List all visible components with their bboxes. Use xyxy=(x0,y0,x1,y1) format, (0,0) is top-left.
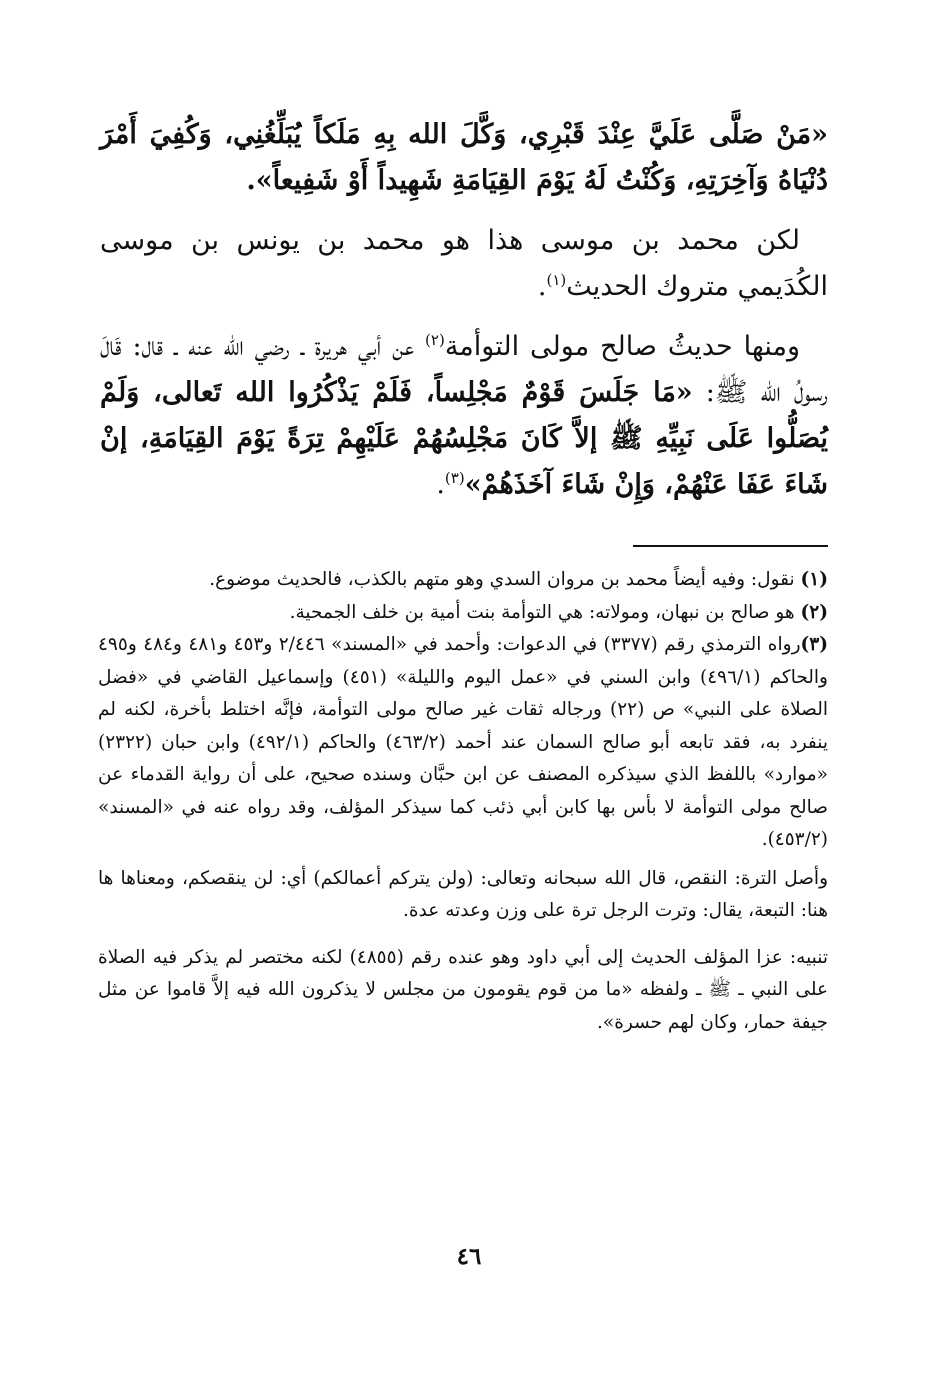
paragraph-3-intro: ومنها حديثُ صالح مولى التوأمة xyxy=(444,331,800,362)
footnote-2 xyxy=(98,597,828,630)
paragraph-2 xyxy=(100,218,828,310)
footnote-2-text: هو صالح بن نبهان، ومولاته: هي التوأمة بنت أمية بن خلف الجمحية. xyxy=(289,601,801,623)
footnote-1-text: نقول: وفيه أيضاً محمد بن مروان السدي وهو متهم بالكذب، فالحديث موضوع. xyxy=(209,569,801,590)
paragraph-3 xyxy=(100,324,828,508)
footnote-3-tirah-note: وأصل الترة: النقص، قال الله سبحانه وتعالى: (ولن يتركم أعمالكم) أي: لن ينقصكم، ومعناها ها هنا: التبعة، يقال: وترت الرجل ترة على وزن وعدته عدة. xyxy=(98,867,828,921)
footnote-3-tanbih-note: تنبيه: عزا المؤلف الحديث إلى أبي داود وهو عنده رقم (٤٨٥٥) لكنه مختصر لم يذكر فيه الصلاة على النبي ـ ﷺ ـ ولفظه «ما من قوم يقومون من مجلس لا يذكرون الله فيه إلاَّ قاموا عن مثل جيفة حمار، وكان لهم حسرة». xyxy=(98,946,828,1033)
footnote-3-number: (٣) xyxy=(800,634,828,655)
paragraph-3-end: . xyxy=(436,469,445,500)
hadith-text-2: «مَا جَلَسَ قَوْمٌ مَجْلِساً، فَلَمْ يَذْكُرُوا الله تَعالى، وَلَمْ يُصَلُّوا عَلَى نَبِيِّهِ ﷺ إلاَّ كَانَ مَجْلِسُهُمْ عَلَيْهِمْ تِرَةً يَوْمَ القِيَامَةِ، إنْ شَاءَ عَفَا عَنْهُمْ، وَإِنْ شَاءَ آخَذَهُمْ» xyxy=(100,377,828,500)
main-text xyxy=(100,112,828,508)
paragraph-2-end: . xyxy=(537,271,547,302)
paragraph-2-text: لكن محمد بن موسى هذا هو محمد بن يونس بن موسى الكُدَيمي متروك الحديث xyxy=(100,225,828,302)
page-number: ٤٦ xyxy=(456,1243,482,1270)
footnote-1-number: (١) xyxy=(800,569,828,590)
footnote-1 xyxy=(98,564,828,597)
footnote-2-number: (٢) xyxy=(800,601,828,623)
footnote-3 xyxy=(98,629,828,857)
footnote-divider xyxy=(633,545,828,547)
paragraph-3-narration: عن أبي هريرة ـ رضي الله عنه ـ قال: قَالَ رسولُ الله ﷺ: xyxy=(100,331,828,408)
footnote-ref-2: (٢) xyxy=(425,331,445,349)
footnote-3-text: رواه الترمذي رقم (٣٣٧٧) في الدعوات: وأحمد في «المسند» ٢/٤٤٦ و٤٥٣ و٤٨١ و٤٨٤ و٤٩٥ والحاكم (٤٩٦/١) وابن السني في «عمل اليوم والليلة» (٤٥١) وإسماعيل القاضي في «فضل الصلاة على النبي» ص (٢٢) ورجاله ثقات غير صالح مولى التوأمة، فإنَّه اختلط بأخرة، لكنه لم ينفرد به، فقد تابعه أبو صالح السمان عند أحمد (٤٦٣/٢) والحاكم (٤٩٢/١) وابن حبان (٢٣٢٢) «موارد» باللفظ الذي سيذكره المصنف عن ابن حبَّان وسنده صحيح، على أن رواية القدماء عن صالح مولى التوأمة لا بأس بها كابن أبي ذئب كما سيذكر المؤلف، وقد رواه عنه في «المسند» (٤٥٣/٢). xyxy=(98,634,829,850)
footnotes xyxy=(98,564,828,1039)
hadith-paragraph-1: «مَنْ صَلَّى عَلَيَّ عِنْدَ قَبْرِي، وَكَّلَ الله بِهِ مَلَكاً يُبَلِّغُنِي، وَكُفِيَ أَمْرَ دُنْيَاهُ وَآخِرَتِهِ، وَكُنْتُ لَهُ يَوْمَ القِيَامَةِ شَهِيداً أَوْ شَفِيعاً». xyxy=(100,119,828,196)
footnote-ref-3: (٣) xyxy=(444,469,465,487)
footnote-ref-1: (١) xyxy=(546,271,567,289)
